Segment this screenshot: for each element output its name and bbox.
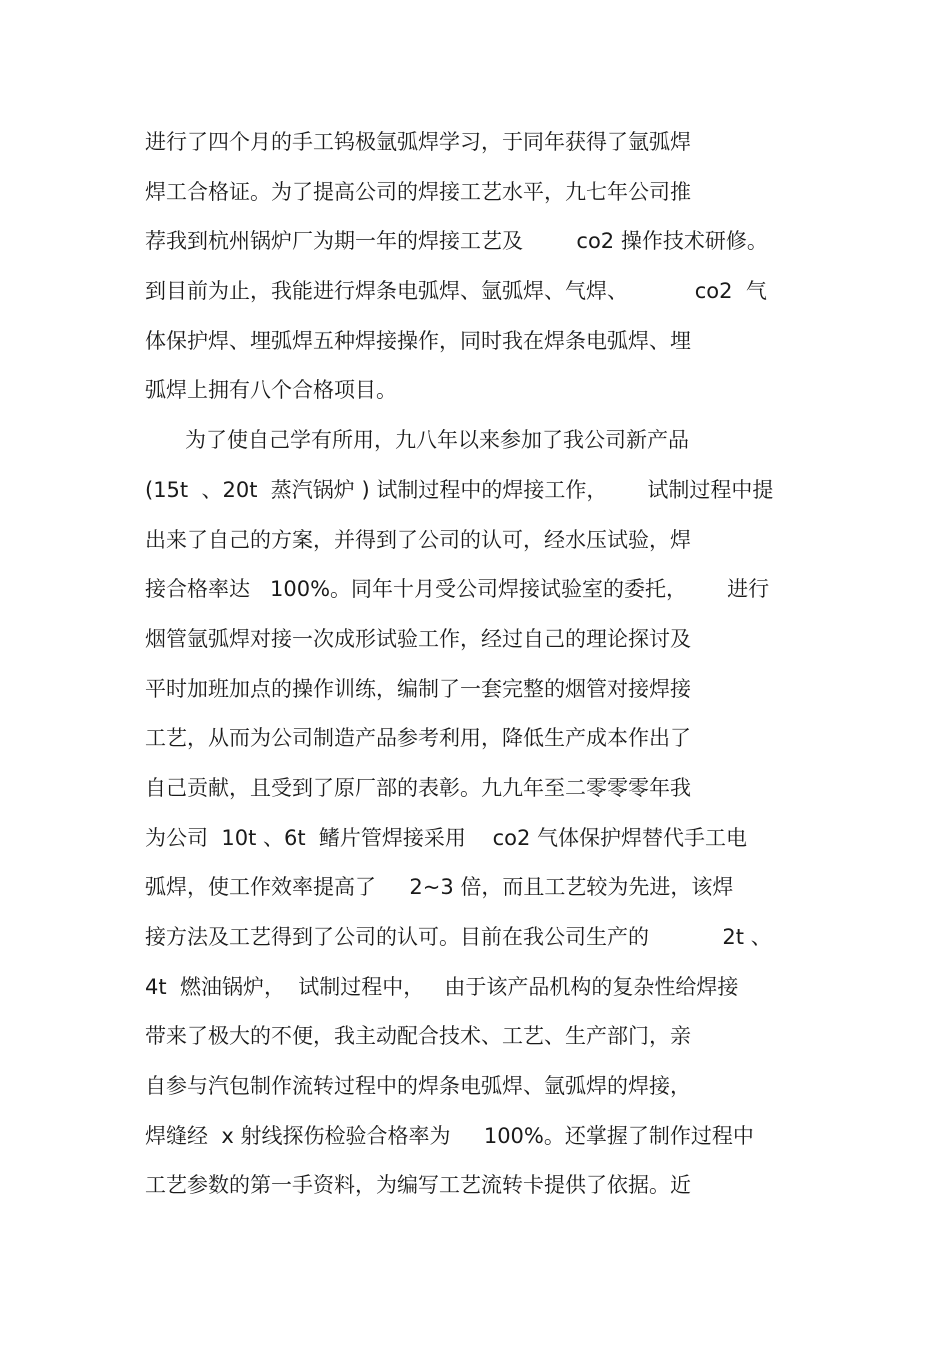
- text-line: 平时加班加点的操作训练，编制了一套完整的烟管对接焊接: [145, 676, 691, 701]
- text-line: 烟管氩弧焊对接一次成形试验工作，经过自己的理论探讨及: [145, 626, 691, 651]
- text-line: (15t 、20t 蒸汽锅炉 ) 试制过程中的焊接工作， 试制过程中提: [145, 477, 774, 502]
- text-line: 进行了四个月的手工钨极氩弧焊学习，于同年获得了氩弧焊: [145, 130, 691, 154]
- text-line: 弧焊，使工作效率提高了 2~3 倍，而且工艺较为先进，该焊: [145, 875, 734, 900]
- text-line: 弧焊上拥有八个合格项目。: [145, 378, 397, 403]
- text-line: 荐我到杭州锅炉厂为期一年的焊接工艺及 co2 操作技术研修。: [145, 229, 768, 254]
- text-line: 接方法及工艺得到了公司的认可。目前在我公司生产的 2t 、: [145, 925, 772, 949]
- text-line: 接合格率达 100%。同年十月受公司焊接试验室的委托， 进行: [145, 577, 770, 602]
- text-line: 为公司 10t 、6t 鳍片管焊接采用 co2 气体保护焊替代手工电: [145, 825, 748, 850]
- text-line: 为了使自己学有所用，九八年以来参加了我公司新产品: [145, 428, 690, 453]
- text-line: 自参与汽包制作流转过程中的焊条电弧焊、氩弧焊的焊接，: [145, 1074, 691, 1099]
- text-line: 工艺，从而为公司制造产品参考利用，降低生产成本作出了: [145, 726, 691, 751]
- text-line: 出来了自己的方案，并得到了公司的认可，经水压试验，焊: [145, 527, 691, 552]
- text-line: 焊缝经 x 射线探伤检验合格率为 100%。还掌握了制作过程中: [145, 1123, 754, 1148]
- text-line: 焊工合格证。为了提高公司的焊接工艺水平，九七年公司推: [145, 179, 691, 204]
- body-text: [145, 122, 825, 1215]
- text-line: 自己贡献，且受到了原厂部的表彰。九九年至二零零零年我: [145, 775, 691, 800]
- text-line: 带来了极大的不便，我主动配合技术、工艺、生产部门，亲: [145, 1024, 691, 1049]
- text-line: 体保护焊、埋弧焊五种焊接操作，同时我在焊条电弧焊、埋: [145, 328, 691, 353]
- text-line: 4t 燃油锅炉， 试制过程中， 由于该产品机构的复杂性给焊接: [145, 974, 739, 999]
- text-line: 到目前为止，我能进行焊条电弧焊、氩弧焊、气焊、 co2 气: [145, 279, 767, 304]
- text-line: 工艺参数的第一手资料，为编写工艺流转卡提供了依据。近: [145, 1173, 691, 1198]
